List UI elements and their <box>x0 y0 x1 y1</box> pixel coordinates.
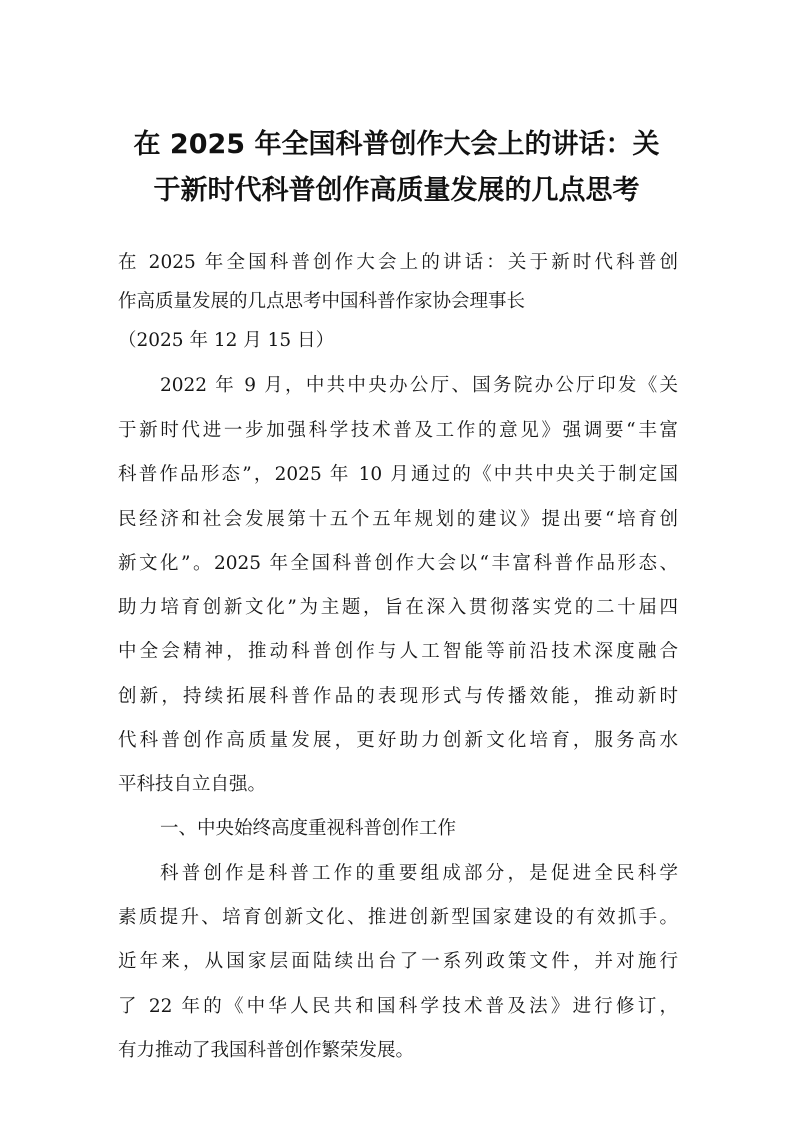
date-line: （2025 年 12 月 15 日） <box>118 330 335 351</box>
paragraph-2-line-2: 素质提升、培育创新文化、推进创新型国家建设的有效抓手。 <box>118 907 678 928</box>
paragraph-1-line-4: 民经济和社会发展第十五个五年规划的建议》提出要“培育创 <box>118 509 678 530</box>
paragraph-1-line-6: 助力培育创新文化”为主题，旨在深入贯彻落实党的二十届四 <box>118 597 678 618</box>
paragraph-1-line-5: 新文化”。2025 年全国科普创作大会以“丰富科普作品形态、 <box>118 553 678 574</box>
paragraph-1-line-9: 代科普创作高质量发展，更好助力创新文化培育，服务高水 <box>118 730 678 751</box>
paragraph-2-line-5: 有力推动了我国科普创作繁荣发展。 <box>118 1040 415 1061</box>
section-heading-1: 一、中央始终高度重视科普创作工作 <box>160 818 457 839</box>
subtitle-line-2: 作高质量发展的几点思考中国科普作家协会理事长 <box>118 291 526 312</box>
document-title-line-1: 在 2025 年全国科普创作大会上的讲话：关 <box>133 129 660 160</box>
paragraph-1-line-1: 2022 年 9 月，中共中央办公厅、国务院办公厅印发《关 <box>160 375 678 396</box>
paragraph-2-line-1: 科普创作是科普工作的重要组成部分，是促进全民科学 <box>160 863 678 884</box>
paragraph-1-line-10: 平科技自立自强。 <box>118 774 267 795</box>
paragraph-2-line-4: 了 22 年的《中华人民共和国科学技术普及法》进行修订， <box>118 996 678 1017</box>
paragraph-2-line-3: 近年来，从国家层面陆续出台了一系列政策文件，并对施行 <box>118 951 678 972</box>
subtitle-line-1: 在 2025 年全国科普创作大会上的讲话：关于新时代科普创 <box>118 252 678 273</box>
paragraph-1-line-2: 于新时代进一步加强科学技术普及工作的意见》强调要“丰富 <box>118 420 678 441</box>
paragraph-1-line-7: 中全会精神，推动科普创作与人工智能等前沿技术深度融合 <box>118 641 678 662</box>
document-title-line-2: 于新时代科普创作高质量发展的几点思考 <box>153 175 640 206</box>
paragraph-1-line-3: 科普作品形态”，2025 年 10 月通过的《中共中央关于制定国 <box>118 464 678 485</box>
paragraph-1-line-8: 创新，持续拓展科普作品的表现形式与传播效能，推动新时 <box>118 686 678 707</box>
